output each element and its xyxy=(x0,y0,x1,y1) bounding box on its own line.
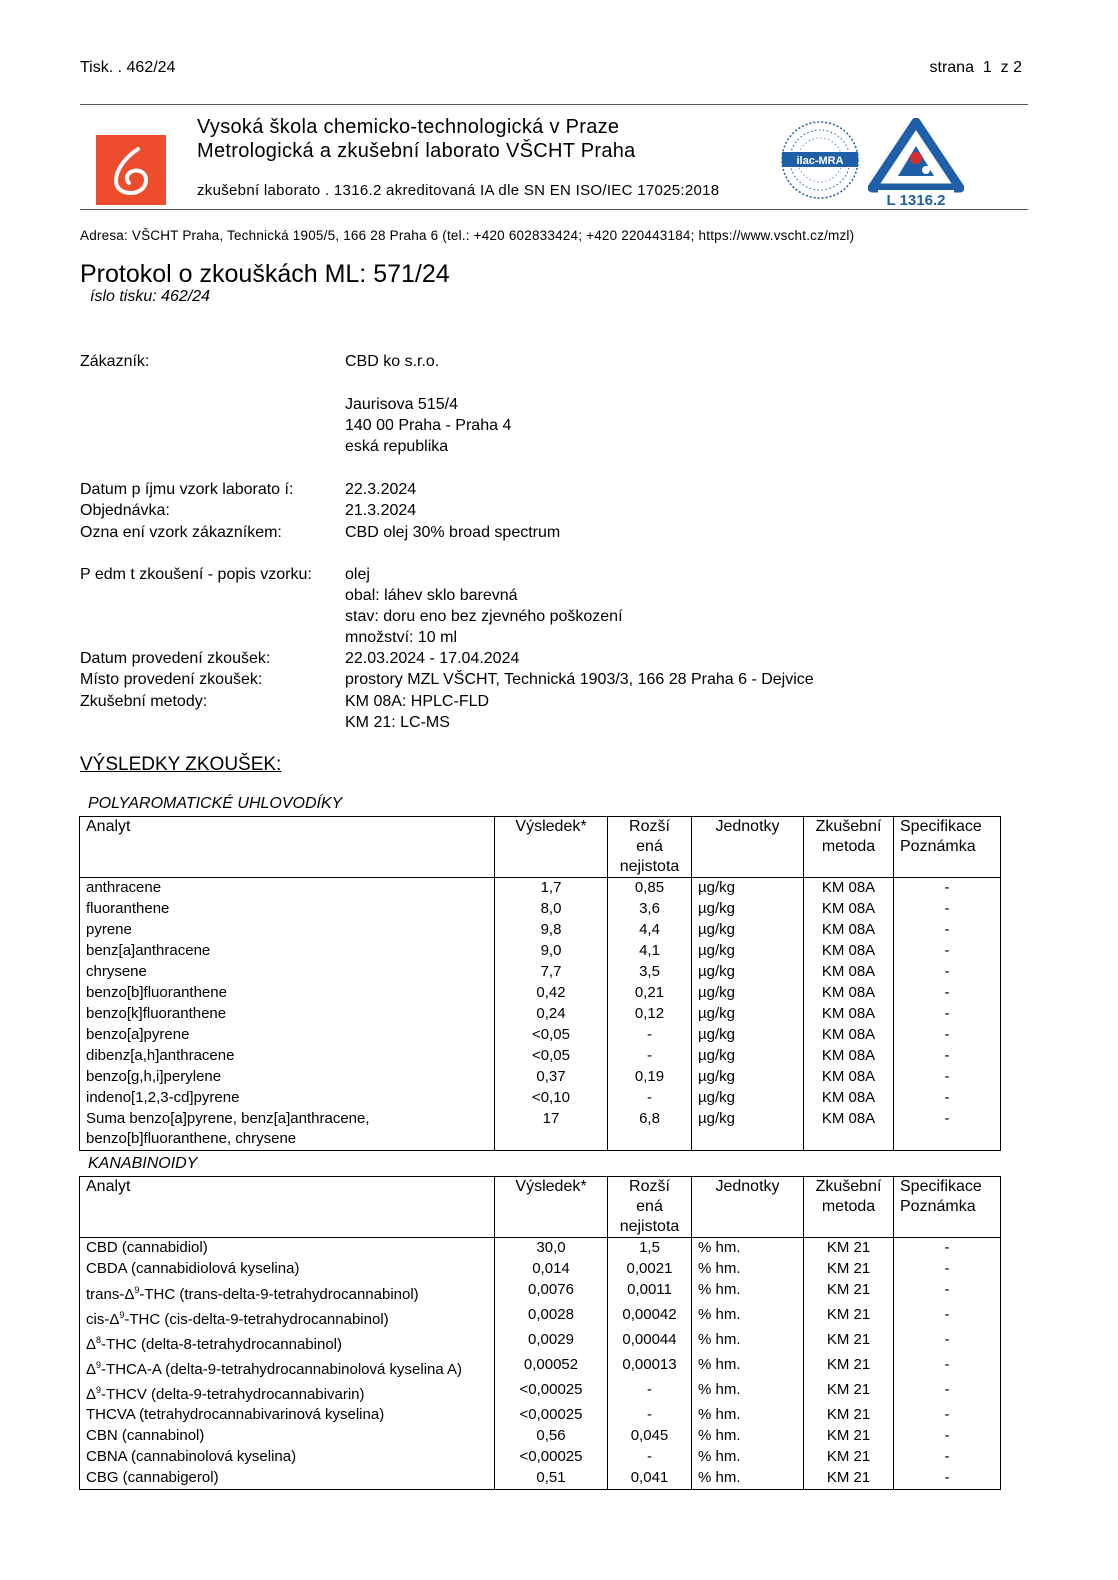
method-cell: KM 08A xyxy=(804,1025,894,1046)
method-cell: KM 21 xyxy=(804,1305,894,1330)
analyte-cell: anthracene xyxy=(80,878,495,900)
customer-city: 140 00 Praha - Praha 4 xyxy=(345,417,512,434)
units-cell: % hm. xyxy=(692,1468,804,1490)
uncertainty-cell: - xyxy=(608,1025,692,1046)
accreditation-statement: zkušební laborato . 1316.2 akreditovaná IA dle SN EN ISO/IEC 17025:2018 xyxy=(197,182,720,199)
method-cell: KM 08A xyxy=(804,962,894,983)
spec-cell: - xyxy=(894,1025,1001,1046)
analyte-cell xyxy=(80,1426,495,1447)
units-cell: µg/kg xyxy=(692,1109,804,1151)
analyte-cell: benzo[g,h,i]perylene xyxy=(80,1067,495,1088)
analyte-name: -THCA-A (delta-9-tetrahydrocannabinolová kyselina A) xyxy=(101,1361,463,1378)
analyte-cell xyxy=(80,1405,495,1426)
units-cell: % hm. xyxy=(692,1280,804,1305)
test-place-value: prostory MZL VŠCHT, Technická 1903/3, 166 28 Praha 6 - Dejvice xyxy=(345,671,814,688)
analyte-cell: chrysene xyxy=(80,962,495,983)
page-counter xyxy=(930,57,1023,78)
order-value: 21.3.2024 xyxy=(345,502,417,519)
header-method: Zkušební metoda xyxy=(804,817,894,878)
uncertainty-cell: 1,5 xyxy=(608,1238,692,1260)
institution-name: Vysoká škola chemicko-technologická v Praze xyxy=(197,116,620,138)
result-cell: 0,37 xyxy=(495,1067,608,1088)
spec-cell: - xyxy=(894,1280,1001,1305)
result-cell: <0,00025 xyxy=(495,1405,608,1426)
customer-label: Zákazník: xyxy=(80,353,150,370)
analyte-prefix: cis-Δ xyxy=(86,1311,120,1328)
units-cell: % hm. xyxy=(692,1355,804,1380)
analyte-name: CBD (cannabidiol) xyxy=(86,1239,208,1256)
method-cell: KM 21 xyxy=(804,1355,894,1380)
header-uncertainty: Rozší ená nejistota xyxy=(608,817,692,878)
result-cell: 0,0028 xyxy=(495,1305,608,1330)
units-cell: µg/kg xyxy=(692,1004,804,1025)
cannabinoids-section-title: KANABINOIDY xyxy=(88,1155,198,1172)
analyte-cell xyxy=(80,1330,495,1355)
spec-cell: - xyxy=(894,1447,1001,1468)
units-cell: % hm. xyxy=(692,1330,804,1355)
analyte-line: benzo[b]fluoranthene, chrysene xyxy=(86,1130,297,1147)
spec-cell: - xyxy=(894,899,1001,920)
method-cell: KM 08A xyxy=(804,1088,894,1109)
spec-cell: - xyxy=(894,1067,1001,1088)
analyte-prefix: Δ xyxy=(86,1336,97,1353)
sample-container: obal: láhev sklo barevná xyxy=(345,587,518,604)
spec-cell: - xyxy=(894,1259,1001,1280)
table-row xyxy=(80,1238,1001,1260)
customer-country: eská republika xyxy=(345,438,449,455)
method-cell: KM 08A xyxy=(804,1046,894,1067)
analyte-prefix: Δ xyxy=(86,1361,97,1378)
result-cell: 8,0 xyxy=(495,899,608,920)
method-cell: KM 21 xyxy=(804,1238,894,1260)
method-cell: KM 21 xyxy=(804,1330,894,1355)
cannabinoid-header-row xyxy=(80,1177,1001,1238)
cannabinoid-results-table xyxy=(79,1176,1001,1490)
test-method-2: KM 21: LC-MS xyxy=(345,714,450,731)
analyte-cell xyxy=(80,1305,495,1330)
spec-cell: - xyxy=(894,941,1001,962)
sample-condition: stav: doru eno bez zjevného poškození xyxy=(345,608,623,625)
result-cell: 17 xyxy=(495,1109,608,1151)
units-cell: µg/kg xyxy=(692,920,804,941)
result-cell: 0,24 xyxy=(495,1004,608,1025)
uncertainty-cell: - xyxy=(608,1405,692,1426)
table-row xyxy=(80,1046,1001,1067)
uncertainty-cell: - xyxy=(608,1046,692,1067)
units-cell: µg/kg xyxy=(692,899,804,920)
protocol-title: Protokol o zkouškách ML: 571/24 xyxy=(80,260,450,288)
uncertainty-cell: 0,045 xyxy=(608,1426,692,1447)
analyte-superscript: 9 xyxy=(134,1285,140,1295)
units-cell: % hm. xyxy=(692,1305,804,1330)
spec-cell: - xyxy=(894,1355,1001,1380)
uncertainty-cell: 0,12 xyxy=(608,1004,692,1025)
method-cell: KM 21 xyxy=(804,1259,894,1280)
table-row xyxy=(80,1088,1001,1109)
result-cell: <0,00025 xyxy=(495,1380,608,1405)
units-cell: % hm. xyxy=(692,1447,804,1468)
spec-cell: - xyxy=(894,983,1001,1004)
header-analyte: Analyt xyxy=(80,817,495,878)
result-cell: 0,0029 xyxy=(495,1330,608,1355)
table-row xyxy=(80,920,1001,941)
result-cell: 9,0 xyxy=(495,941,608,962)
method-cell: KM 08A xyxy=(804,1109,894,1151)
ilac-mra-logo xyxy=(780,120,860,200)
header-analyte: Analyt xyxy=(80,1177,495,1238)
analyte-cell: benzo[b]fluoranthene xyxy=(80,983,495,1004)
analyte-superscript: 9 xyxy=(119,1310,125,1320)
method-cell: KM 08A xyxy=(804,941,894,962)
table-row xyxy=(80,941,1001,962)
spec-cell: - xyxy=(894,1305,1001,1330)
table-row xyxy=(80,878,1001,900)
analyte-cell xyxy=(80,1280,495,1305)
method-cell: KM 21 xyxy=(804,1380,894,1405)
uncertainty-cell: 0,00042 xyxy=(608,1305,692,1330)
print-reference: Tisk. . 462/24 xyxy=(80,59,176,76)
method-cell: KM 08A xyxy=(804,1067,894,1088)
units-cell: µg/kg xyxy=(692,983,804,1004)
units-cell: µg/kg xyxy=(692,941,804,962)
analyte-name: CBNA (cannabinolová kyselina) xyxy=(86,1448,297,1465)
analyte-line: Suma benzo[a]pyrene, benz[a]anthracene, xyxy=(86,1110,370,1127)
result-cell: 7,7 xyxy=(495,962,608,983)
header-result: Výsledek* xyxy=(495,1177,608,1238)
units-cell: % hm. xyxy=(692,1405,804,1426)
header-divider-bottom xyxy=(80,209,1028,210)
units-cell: µg/kg xyxy=(692,1046,804,1067)
spec-cell: - xyxy=(894,1088,1001,1109)
analyte-cell xyxy=(80,1380,495,1405)
test-date-label: Datum provedení zkoušek: xyxy=(80,650,271,667)
units-cell: % hm. xyxy=(692,1238,804,1260)
result-cell: 0,56 xyxy=(495,1426,608,1447)
header-units: Jednotky xyxy=(692,1177,804,1238)
uncertainty-cell: 0,0011 xyxy=(608,1280,692,1305)
method-cell: KM 08A xyxy=(804,1004,894,1025)
result-cell: 0,42 xyxy=(495,983,608,1004)
spec-cell: - xyxy=(894,1405,1001,1426)
table-row xyxy=(80,1426,1001,1447)
uncertainty-cell: - xyxy=(608,1447,692,1468)
header-spec: Specifikace Poznámka xyxy=(894,817,1001,878)
method-cell: KM 21 xyxy=(804,1447,894,1468)
pah-section-title: POLYAROMATICKÉ UHLOVODÍKY xyxy=(88,795,343,812)
analyte-cell: benzo[a]pyrene xyxy=(80,1025,495,1046)
units-cell: µg/kg xyxy=(692,1067,804,1088)
table-row xyxy=(80,1004,1001,1025)
uncertainty-cell: 0,21 xyxy=(608,983,692,1004)
units-cell: % hm. xyxy=(692,1426,804,1447)
spec-cell: - xyxy=(894,1426,1001,1447)
analyte-name: THCVA (tetrahydrocannabivarinová kyselina) xyxy=(86,1406,385,1423)
test-date-value: 22.03.2024 - 17.04.2024 xyxy=(345,650,520,667)
spec-cell: - xyxy=(894,1046,1001,1067)
vscht-logo xyxy=(96,135,166,205)
page-label: strana xyxy=(929,59,974,76)
uncertainty-cell: 6,8 xyxy=(608,1109,692,1151)
page-total: z 2 xyxy=(1000,59,1022,76)
spec-cell: - xyxy=(894,878,1001,900)
analyte-cell: fluoranthene xyxy=(80,899,495,920)
method-cell: KM 21 xyxy=(804,1468,894,1490)
analyte-name: CBG (cannabigerol) xyxy=(86,1469,219,1486)
units-cell: % hm. xyxy=(692,1380,804,1405)
units-cell: µg/kg xyxy=(692,878,804,900)
analyte-cell xyxy=(80,1238,495,1260)
header-divider-top xyxy=(80,104,1028,105)
uncertainty-cell: 3,6 xyxy=(608,899,692,920)
method-cell: KM 21 xyxy=(804,1426,894,1447)
uncertainty-cell: 3,5 xyxy=(608,962,692,983)
test-method-1: KM 08A: HPLC-FLD xyxy=(345,693,490,710)
uncertainty-cell: 4,1 xyxy=(608,941,692,962)
analyte-superscript: 8 xyxy=(96,1335,102,1345)
sample-marking-value: CBD olej 30% broad spectrum xyxy=(345,524,561,541)
header-result: Výsledek* xyxy=(495,817,608,878)
result-cell: 9,8 xyxy=(495,920,608,941)
table-row xyxy=(80,1380,1001,1405)
customer-street: Jaurisova 515/4 xyxy=(345,396,458,413)
analyte-cell xyxy=(80,1468,495,1490)
table-row xyxy=(80,1025,1001,1046)
analyte-cell: benzo[k]fluoranthene xyxy=(80,1004,495,1025)
method-cell: KM 08A xyxy=(804,878,894,900)
result-cell: 0,51 xyxy=(495,1468,608,1490)
result-cell: 30,0 xyxy=(495,1238,608,1260)
table-row xyxy=(80,962,1001,983)
subject-value: olej xyxy=(345,566,370,583)
result-cell: <0,00025 xyxy=(495,1447,608,1468)
result-cell: 0,014 xyxy=(495,1259,608,1280)
analyte-name: -THC (trans-delta-9-tetrahydrocannabinol) xyxy=(139,1286,419,1303)
lab-address: Adresa: VŠCHT Praha, Technická 1905/5, 166 28 Praha 6 (tel.: +420 602833424; +420 220443184; https://www.vscht.cz/mzl) xyxy=(80,228,855,243)
table-row xyxy=(80,1405,1001,1426)
ilac-mra-text: ilac-MRA xyxy=(796,155,844,167)
analyte-name: -THC (delta-8-tetrahydrocannabinol) xyxy=(101,1336,342,1353)
analyte-cell: dibenz[a,h]anthracene xyxy=(80,1046,495,1067)
uncertainty-cell: 4,4 xyxy=(608,920,692,941)
table-row xyxy=(80,1067,1001,1088)
spec-cell: - xyxy=(894,1468,1001,1490)
table-row-sum xyxy=(80,1109,1001,1151)
spec-cell: - xyxy=(894,1380,1001,1405)
analyte-cell xyxy=(80,1109,495,1151)
test-place-label: Místo provedení zkoušek: xyxy=(80,671,263,688)
analyte-cell xyxy=(80,1447,495,1468)
order-label: Objednávka: xyxy=(80,502,170,519)
analyte-prefix: Δ xyxy=(86,1386,97,1403)
analyte-cell xyxy=(80,1259,495,1280)
spec-cell: - xyxy=(894,920,1001,941)
received-date-label: Datum p íjmu vzork laborato í: xyxy=(80,481,294,498)
uncertainty-cell: 0,00044 xyxy=(608,1330,692,1355)
result-cell: <0,05 xyxy=(495,1025,608,1046)
analyte-cell: indeno[1,2,3-cd]pyrene xyxy=(80,1088,495,1109)
header-spec: Specifikace Poznámka xyxy=(894,1177,1001,1238)
received-date-value: 22.3.2024 xyxy=(345,481,417,498)
cai-accreditation-logo xyxy=(868,118,964,210)
units-cell: µg/kg xyxy=(692,1088,804,1109)
uncertainty-cell: 0,85 xyxy=(608,878,692,900)
method-cell: KM 08A xyxy=(804,899,894,920)
customer-name: CBD ko s.r.o. xyxy=(345,353,440,370)
analyte-name: -THCV (delta-9-tetrahydrocannabivarin) xyxy=(101,1386,365,1403)
analyte-name: -THC (cis-delta-9-tetrahydrocannabinol) xyxy=(124,1311,389,1328)
table-row xyxy=(80,1305,1001,1330)
analyte-name: CBN (cannabinol) xyxy=(86,1427,205,1444)
header-uncertainty: Rozší ená nejistota xyxy=(608,1177,692,1238)
result-cell: 0,00052 xyxy=(495,1355,608,1380)
header-method: Zkušební metoda xyxy=(804,1177,894,1238)
test-methods-label: Zkušební metody: xyxy=(80,693,208,710)
table-row xyxy=(80,1330,1001,1355)
spec-cell: - xyxy=(894,962,1001,983)
results-heading: VÝSLEDKY ZKOUŠEK: xyxy=(80,754,282,775)
uncertainty-cell: 0,0021 xyxy=(608,1259,692,1280)
spec-cell: - xyxy=(894,1238,1001,1260)
method-cell: KM 21 xyxy=(804,1280,894,1305)
uncertainty-cell: 0,041 xyxy=(608,1468,692,1490)
header-units: Jednotky xyxy=(692,817,804,878)
spec-cell: - xyxy=(894,1109,1001,1151)
uncertainty-cell: 0,19 xyxy=(608,1067,692,1088)
table-row xyxy=(80,1447,1001,1468)
table-row xyxy=(80,1280,1001,1305)
method-cell: KM 08A xyxy=(804,983,894,1004)
result-cell: 1,7 xyxy=(495,878,608,900)
result-cell: 0,0076 xyxy=(495,1280,608,1305)
table-row xyxy=(80,1355,1001,1380)
pah-results-table xyxy=(79,816,1001,1151)
table-row xyxy=(80,983,1001,1004)
pah-header-row xyxy=(80,817,1001,878)
analyte-cell: pyrene xyxy=(80,920,495,941)
page-number: 1 xyxy=(982,59,992,76)
cai-code-text: L 1316.2 xyxy=(886,192,946,209)
table-row xyxy=(80,1259,1001,1280)
units-cell: µg/kg xyxy=(692,962,804,983)
analyte-name: CBDA (cannabidiolová kyselina) xyxy=(86,1260,300,1277)
table-row xyxy=(80,899,1001,920)
analyte-superscript: 9 xyxy=(96,1385,102,1395)
sample-quantity: množství: 10 ml xyxy=(345,629,458,646)
table-row xyxy=(80,1468,1001,1490)
spec-cell: - xyxy=(894,1004,1001,1025)
units-cell: µg/kg xyxy=(692,1025,804,1046)
result-cell: <0,10 xyxy=(495,1088,608,1109)
units-cell: % hm. xyxy=(692,1259,804,1280)
uncertainty-cell: - xyxy=(608,1088,692,1109)
subject-label: P edm t zkoušení - popis vzorku: xyxy=(80,566,312,583)
analyte-prefix: trans-Δ xyxy=(86,1286,135,1303)
laboratory-name: Metrologická a zkušební laborato VŠCHT Praha xyxy=(197,140,636,162)
result-cell: <0,05 xyxy=(495,1046,608,1067)
analyte-superscript: 9 xyxy=(96,1360,102,1370)
analyte-cell: benz[a]anthracene xyxy=(80,941,495,962)
method-cell: KM 21 xyxy=(804,1405,894,1426)
print-number: íslo tisku: 462/24 xyxy=(90,288,211,305)
sample-marking-label: Ozna ení vzork zákazníkem: xyxy=(80,524,282,541)
uncertainty-cell: 0,00013 xyxy=(608,1355,692,1380)
spec-cell: - xyxy=(894,1330,1001,1355)
analyte-cell xyxy=(80,1355,495,1380)
uncertainty-cell: - xyxy=(608,1380,692,1405)
method-cell: KM 08A xyxy=(804,920,894,941)
